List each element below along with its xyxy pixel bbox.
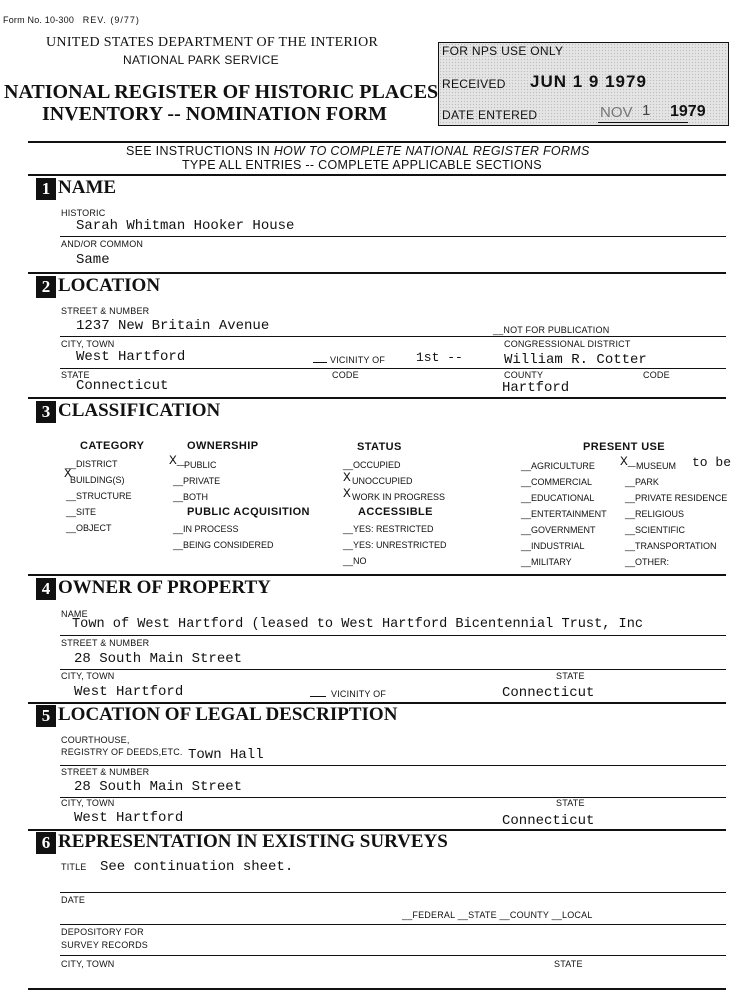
ownership-public-mark: X_	[169, 453, 185, 468]
legal-street-line	[60, 797, 726, 798]
instructions-line1	[126, 144, 590, 158]
ownership-private: __PRIVATE	[173, 476, 221, 486]
legal-street-value: 28 South Main Street	[74, 779, 243, 795]
accessible-heading: ACCESSIBLE	[358, 506, 433, 518]
instructions-prefix: SEE INSTRUCTIONS IN	[126, 144, 274, 158]
use-private-residence: __PRIVATE RESIDENCE	[625, 493, 728, 503]
survey-state-label: STATE	[554, 959, 583, 969]
section-owner-heading	[36, 577, 271, 600]
county-label: COUNTY	[504, 370, 544, 380]
ownership-public: PUBLIC	[184, 460, 217, 470]
section-location-heading	[36, 275, 160, 298]
status-work-in-progress: WORK IN PROGRESS	[352, 492, 446, 502]
date-entered-label: DATE ENTERED	[442, 108, 538, 122]
category-building: BUILDING(S)	[70, 475, 125, 485]
ownership-both: __BOTH	[173, 492, 209, 502]
not-for-publication: __NOT FOR PUBLICATION	[493, 325, 610, 335]
instructions-line2: TYPE ALL ENTRIES -- COMPLETE APPLICABLE SECTIONS	[182, 158, 542, 172]
use-agriculture: __AGRICULTURE	[521, 461, 595, 471]
bottom-rule	[28, 988, 726, 990]
use-government: __GOVERNMENT	[521, 525, 596, 535]
acquisition-in-process: __IN PROCESS	[173, 524, 239, 534]
accessible-no: __NO	[343, 556, 367, 566]
section-classification-heading	[36, 400, 220, 423]
category-object: __OBJECT	[66, 523, 112, 533]
section1-number: 1	[36, 178, 56, 200]
survey-title-label: TITLE	[61, 862, 87, 872]
nps-box-heading: FOR NPS USE ONLY	[442, 44, 564, 58]
date-entered-day: 1	[642, 102, 651, 119]
historic-label: HISTORIC	[61, 208, 106, 218]
use-museum-mark: X_	[620, 454, 636, 469]
section-name-heading	[36, 177, 116, 200]
received-label: RECEIVED	[442, 77, 506, 91]
owner-name-line	[60, 635, 726, 636]
street-label: STREET & NUMBER	[61, 306, 150, 316]
present-use-heading: PRESENT USE	[583, 441, 666, 453]
legal-city-label: CITY, TOWN	[61, 798, 115, 808]
survey-date-line	[60, 924, 726, 925]
courthouse-label: COURTHOUSE,	[61, 735, 130, 745]
owner-vicinity-text: VICINITY OF	[331, 689, 387, 699]
historic-value: Sarah Whitman Hooker House	[76, 218, 295, 234]
use-commercial: __COMMERCIAL	[521, 477, 593, 487]
survey-levels: __FEDERAL __STATE __COUNTY __LOCAL	[402, 910, 593, 920]
state-label: STATE	[61, 370, 90, 380]
service-name: NATIONAL PARK SERVICE	[123, 53, 279, 67]
status-heading: STATUS	[357, 441, 402, 453]
use-other: __OTHER:	[625, 557, 670, 567]
city-line	[60, 368, 726, 369]
city-label: CITY, TOWN	[61, 339, 115, 349]
instructions-top-rule	[28, 141, 726, 143]
form-number	[3, 15, 140, 25]
legal-street-label: STREET & NUMBER	[61, 767, 150, 777]
public-acquisition-heading: PUBLIC ACQUISITION	[187, 506, 310, 518]
common-label: AND/OR COMMON	[61, 239, 144, 249]
use-religious: __RELIGIOUS	[625, 509, 685, 519]
date-entered-year: 1979	[670, 103, 706, 120]
registry-label: REGISTRY OF DEEDS,ETC.	[61, 747, 183, 757]
common-value: Same	[76, 252, 110, 268]
section4-title: OWNER OF PROPERTY	[58, 577, 271, 598]
use-museum: MUSEUM	[636, 461, 676, 471]
owner-street-value: 28 South Main Street	[74, 651, 243, 667]
section1-title: NAME	[58, 177, 117, 198]
form-title-line1: NATIONAL REGISTER OF HISTORIC PLACES	[4, 81, 439, 103]
use-industrial: __INDUSTRIAL	[521, 541, 585, 551]
owner-vicinity-label	[310, 689, 386, 699]
owner-state-label: STATE	[556, 671, 585, 681]
district-label: CONGRESSIONAL DISTRICT	[504, 339, 631, 349]
use-educational: __EDUCATIONAL	[521, 493, 595, 503]
city-value: West Hartford	[76, 349, 186, 365]
department-name: UNITED STATES DEPARTMENT OF THE INTERIOR	[46, 35, 379, 50]
owner-name-value: Town of West Hartford (leased to West Hartford Bicentennial Trust, Inc	[72, 617, 644, 632]
use-transportation: __TRANSPORTATION	[625, 541, 717, 551]
owner-name-label: NAME	[61, 609, 88, 619]
status-unoccupied: UNOCCUPIED	[352, 476, 413, 486]
owner-city-value: West Hartford	[74, 684, 184, 700]
vicinity-label	[313, 355, 385, 365]
registry-line	[60, 765, 726, 766]
section2-title: LOCATION	[58, 275, 161, 296]
section3-rule	[28, 397, 726, 399]
status-unoccupied-mark: X	[343, 470, 351, 485]
depository-label-1: DEPOSITORY FOR	[61, 927, 144, 937]
section-surveys-heading	[36, 831, 448, 854]
legal-state-label: STATE	[556, 798, 585, 808]
section4-rule	[28, 574, 726, 576]
section6-number: 6	[36, 832, 56, 854]
section5-title: LOCATION OF LEGAL DESCRIPTION	[58, 704, 398, 725]
street-line	[60, 336, 726, 337]
owner-street-line	[60, 669, 726, 670]
section-legal-heading	[36, 704, 397, 727]
use-scientific: __SCIENTIFIC	[625, 525, 686, 535]
form-title-line2: INVENTORY -- NOMINATION FORM	[42, 103, 388, 125]
status-occupied: __OCCUPIED	[343, 460, 401, 470]
district-value: 1st --	[416, 350, 463, 365]
owner-city-label: CITY, TOWN	[61, 671, 115, 681]
section1-rule	[28, 174, 726, 176]
survey-city-label: CITY, TOWN	[61, 959, 115, 969]
museum-note: to be	[692, 455, 732, 470]
owner-state-value: Connecticut	[502, 685, 595, 701]
section2-rule	[28, 272, 726, 274]
rev-text: REV. (9/77)	[82, 15, 140, 25]
accessible-restricted: __YES: RESTRICTED	[343, 524, 434, 534]
depository-label-2: SURVEY RECORDS	[61, 940, 148, 950]
vicinity-text: VICINITY OF	[330, 355, 386, 365]
category-structure: __STRUCTURE	[66, 491, 132, 501]
owner-street-label: STREET & NUMBER	[61, 638, 150, 648]
use-military: __MILITARY	[521, 557, 572, 567]
section3-title: CLASSIFICATION	[58, 400, 221, 421]
code-label: CODE	[332, 370, 359, 380]
survey-date-label: DATE	[61, 895, 86, 905]
ownership-heading: OWNERSHIP	[187, 440, 259, 452]
county-value: Hartford	[502, 380, 570, 396]
status-work-mark: X	[343, 486, 351, 501]
date-entered-underline	[598, 122, 688, 123]
accessible-unrestricted: __YES: UNRESTRICTED	[343, 540, 447, 550]
category-district: __DISTRICT	[66, 459, 118, 469]
legal-city-value: West Hartford	[74, 810, 184, 826]
section5-number: 5	[36, 705, 56, 727]
representative-value: William R. Cotter	[504, 352, 647, 368]
section3-number: 3	[36, 401, 56, 423]
instructions-italic: HOW TO COMPLETE NATIONAL REGISTER FORMS	[273, 144, 590, 158]
depository-line	[60, 955, 726, 956]
historic-line	[60, 236, 726, 237]
use-entertainment: __ENTERTAINMENT	[521, 509, 607, 519]
category-site: __SITE	[66, 507, 97, 517]
code2-label: CODE	[643, 370, 670, 380]
registry-value: Town Hall	[188, 747, 264, 763]
form-no-text: Form No. 10-300	[3, 15, 75, 25]
street-value: 1237 New Britain Avenue	[76, 318, 270, 334]
use-park: __PARK	[625, 477, 659, 487]
state-value: Connecticut	[76, 378, 169, 394]
survey-title-value: See continuation sheet.	[100, 859, 294, 875]
category-heading: CATEGORY	[80, 440, 145, 452]
category-building-mark: X	[64, 466, 72, 481]
survey-title-line	[60, 892, 726, 893]
received-stamp: JUN 1 9 1979	[530, 72, 647, 91]
section2-number: 2	[36, 276, 56, 298]
legal-state-value: Connecticut	[502, 813, 595, 829]
section6-title: REPRESENTATION IN EXISTING SURVEYS	[58, 831, 448, 852]
section4-number: 4	[36, 578, 56, 600]
date-entered-month: NOV	[600, 104, 633, 121]
acquisition-being-considered: __BEING CONSIDERED	[173, 540, 274, 550]
